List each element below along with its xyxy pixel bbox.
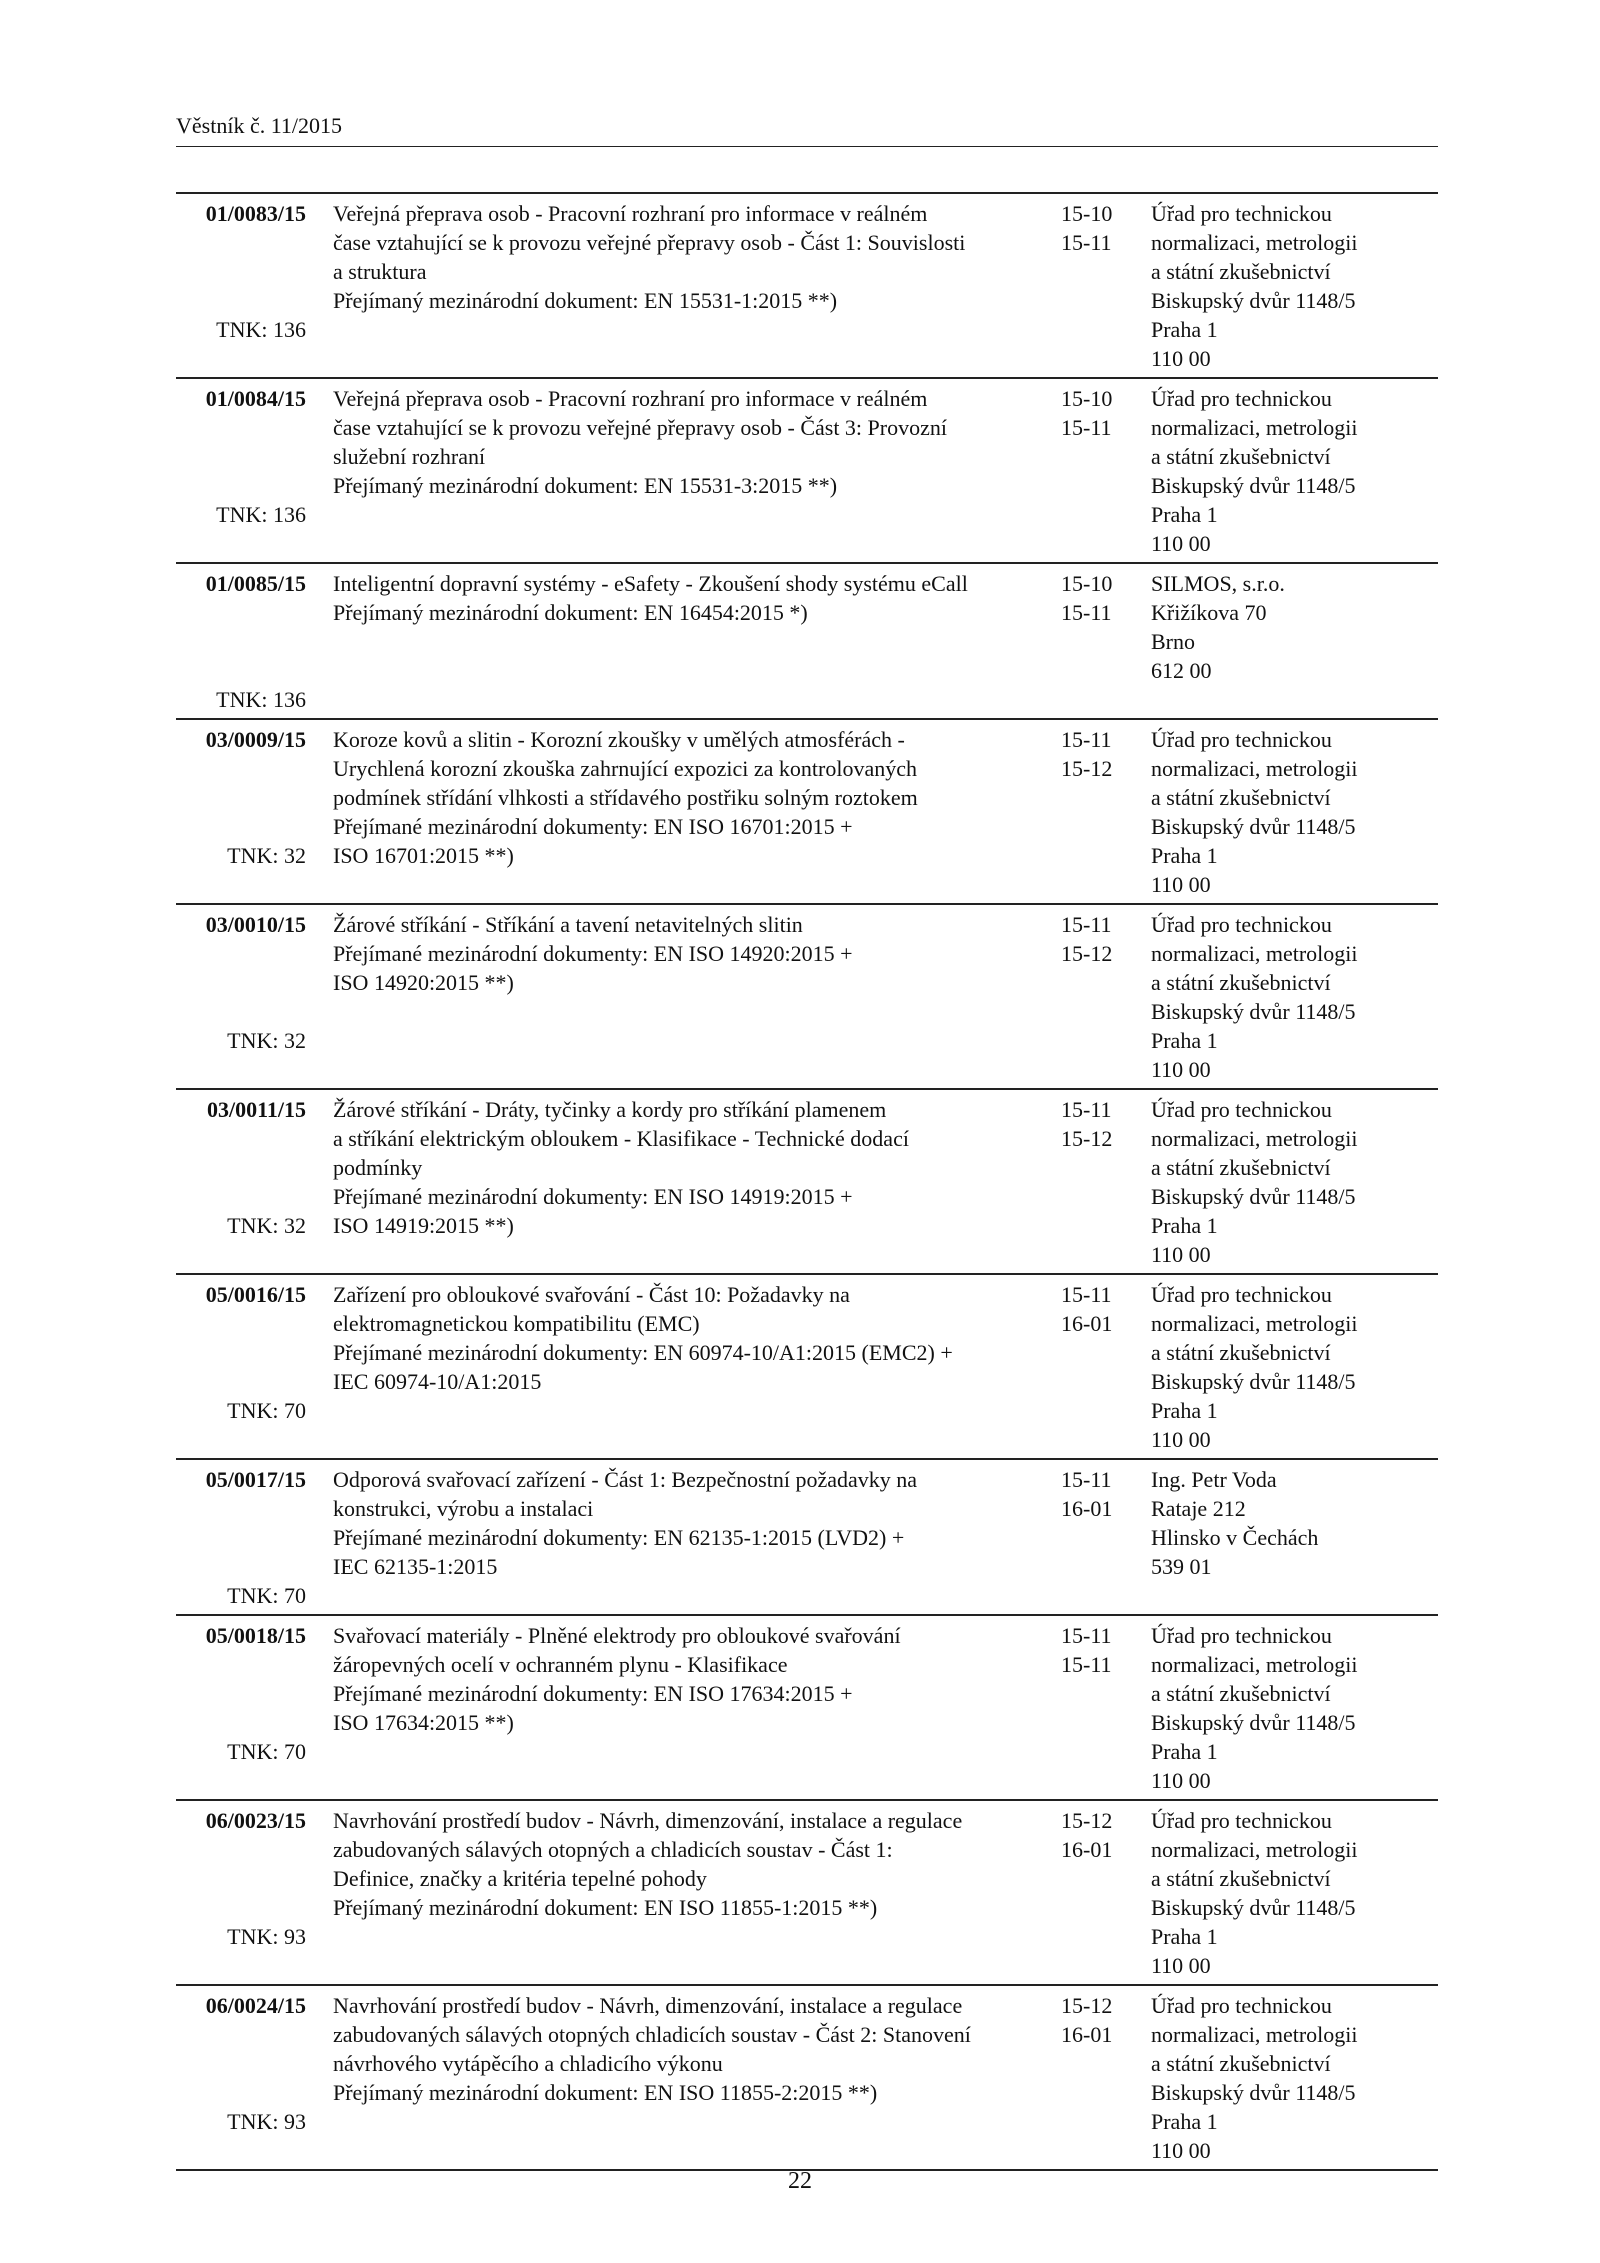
record-address-line: SILMOS, s.r.o. bbox=[1151, 571, 1285, 596]
record-title-line: konstrukci, výrobu a instalaci bbox=[333, 1496, 594, 1521]
record-dates bbox=[1061, 1621, 1131, 1679]
record-title-line: Urychlená korozní zkouška zahrnující expozici za kontrolovaných bbox=[333, 756, 917, 781]
record-address bbox=[1151, 1280, 1441, 1454]
record-address-line: 110 00 bbox=[1151, 531, 1211, 556]
record-address-line: Praha 1 bbox=[1151, 1739, 1218, 1764]
record-title-line: služební rozhraní bbox=[333, 444, 486, 469]
record-dates bbox=[1061, 1991, 1131, 2049]
record-dates bbox=[1061, 1095, 1131, 1153]
record-date: 15-12 bbox=[1061, 941, 1113, 966]
record-title-line: Přejímané mezinárodní dokumenty: EN ISO 14919:2015 + bbox=[333, 1184, 853, 1209]
record-address-line: Biskupský dvůr 1148/5 bbox=[1151, 1895, 1356, 1920]
record-address-line: 110 00 bbox=[1151, 1057, 1211, 1082]
record-tnk: TNK: 32 bbox=[227, 1028, 306, 1053]
record-title-line: ISO 17634:2015 **) bbox=[333, 1710, 514, 1735]
record-dates bbox=[1061, 199, 1131, 257]
record-title-line: podmínek střídání vlhkosti a střídavého postřiku solným roztokem bbox=[333, 785, 918, 810]
record-tnk: TNK: 136 bbox=[216, 317, 306, 342]
record-title-line: Přejímané mezinárodní dokumenty: EN ISO 16701:2015 + bbox=[333, 814, 853, 839]
record-address-line: Úřad pro technickou bbox=[1151, 386, 1332, 411]
table-row bbox=[176, 379, 1438, 564]
record-address-line: Brno bbox=[1151, 629, 1195, 654]
record-id: 01/0085/15 bbox=[205, 571, 306, 596]
record-address-line: Hlinsko v Čechách bbox=[1151, 1525, 1319, 1550]
page-number: 22 bbox=[788, 2168, 812, 2194]
record-title-line: a stříkání elektrickým obloukem - Klasifikace - Technické dodací bbox=[333, 1126, 909, 1151]
record-dates bbox=[1061, 1806, 1131, 1864]
record-tnk: TNK: 93 bbox=[227, 2109, 306, 2134]
record-date: 15-10 bbox=[1061, 386, 1113, 411]
record-tnk: TNK: 136 bbox=[216, 502, 306, 527]
record-address-line: Biskupský dvůr 1148/5 bbox=[1151, 1369, 1356, 1394]
record-title-line: Přejímaný mezinárodní dokument: EN 15531-3:2015 **) bbox=[333, 473, 838, 498]
record-title-line: Navrhování prostředí budov - Návrh, dimenzování, instalace a regulace bbox=[333, 1808, 963, 1833]
record-title bbox=[333, 1806, 1053, 1922]
record-date: 15-10 bbox=[1061, 201, 1113, 226]
record-id-column bbox=[176, 384, 306, 527]
table-row bbox=[176, 1090, 1438, 1275]
record-address bbox=[1151, 1991, 1441, 2165]
record-address-line: 539 01 bbox=[1151, 1554, 1212, 1579]
record-address bbox=[1151, 910, 1441, 1084]
record-dates bbox=[1061, 384, 1131, 442]
record-address-line: a státní zkušebnictví bbox=[1151, 1155, 1331, 1180]
record-title-line: Žárové stříkání - Dráty, tyčinky a kordy pro stříkání plamenem bbox=[333, 1097, 887, 1122]
record-address-line: Praha 1 bbox=[1151, 2109, 1218, 2134]
record-title bbox=[333, 569, 1053, 627]
record-id-column bbox=[176, 1621, 306, 1764]
record-date: 16-01 bbox=[1061, 1837, 1113, 1862]
record-id-column bbox=[176, 725, 306, 868]
record-tnk: TNK: 70 bbox=[227, 1583, 306, 1608]
record-address-line: Křižíkova 70 bbox=[1151, 600, 1267, 625]
record-address-line: Úřad pro technickou bbox=[1151, 1282, 1332, 1307]
record-id: 06/0024/15 bbox=[205, 1993, 306, 2018]
record-title-line: ISO 14919:2015 **) bbox=[333, 1213, 514, 1238]
record-address-line: Biskupský dvůr 1148/5 bbox=[1151, 288, 1356, 313]
table-row bbox=[176, 1801, 1438, 1986]
record-address bbox=[1151, 569, 1441, 685]
record-title-line: čase vztahující se k provozu veřejné přepravy osob - Část 3: Provozní bbox=[333, 415, 947, 440]
record-title bbox=[333, 1280, 1053, 1396]
record-title-line: Veřejná přeprava osob - Pracovní rozhraní pro informace v reálném bbox=[333, 386, 928, 411]
record-title-line: Přejímané mezinárodní dokumenty: EN ISO 17634:2015 + bbox=[333, 1681, 853, 1706]
record-address-line: a státní zkušebnictví bbox=[1151, 259, 1331, 284]
record-title-line: IEC 62135-1:2015 bbox=[333, 1554, 498, 1579]
record-address bbox=[1151, 1621, 1441, 1795]
record-address-line: Praha 1 bbox=[1151, 1924, 1218, 1949]
record-id-column bbox=[176, 1095, 306, 1238]
record-title-line: zabudovaných sálavých otopných chladicích soustav - Část 2: Stanovení bbox=[333, 2022, 971, 2047]
record-id-column bbox=[176, 199, 306, 342]
record-date: 15-11 bbox=[1061, 600, 1112, 625]
record-id-column bbox=[176, 569, 306, 712]
table-row bbox=[176, 905, 1438, 1090]
record-address bbox=[1151, 725, 1441, 899]
record-address-line: normalizaci, metrologii bbox=[1151, 756, 1358, 781]
record-address-line: Biskupský dvůr 1148/5 bbox=[1151, 473, 1356, 498]
record-address-line: normalizaci, metrologii bbox=[1151, 941, 1358, 966]
record-address bbox=[1151, 384, 1441, 558]
record-title bbox=[333, 1465, 1053, 1581]
record-address-line: Praha 1 bbox=[1151, 1213, 1218, 1238]
record-title bbox=[333, 1991, 1053, 2107]
record-address-line: a státní zkušebnictví bbox=[1151, 785, 1331, 810]
record-id-column bbox=[176, 1806, 306, 1949]
record-date: 15-11 bbox=[1061, 1652, 1112, 1677]
record-address-line: a státní zkušebnictví bbox=[1151, 444, 1331, 469]
record-id: 03/0011/15 bbox=[206, 1097, 306, 1122]
record-address-line: Biskupský dvůr 1148/5 bbox=[1151, 2080, 1356, 2105]
record-id: 06/0023/15 bbox=[205, 1808, 306, 1833]
record-title-line: Přejímané mezinárodní dokumenty: EN ISO 14920:2015 + bbox=[333, 941, 853, 966]
record-date: 15-11 bbox=[1061, 1282, 1112, 1307]
record-tnk: TNK: 32 bbox=[227, 843, 306, 868]
record-date: 15-11 bbox=[1061, 912, 1112, 937]
record-title-line: zabudovaných sálavých otopných a chladicích soustav - Část 1: bbox=[333, 1837, 893, 1862]
record-title-line: ISO 14920:2015 **) bbox=[333, 970, 514, 995]
record-title-line: Odporová svařovací zařízení - Část 1: Bezpečnostní požadavky na bbox=[333, 1467, 918, 1492]
table-row bbox=[176, 1616, 1438, 1801]
record-address-line: Biskupský dvůr 1148/5 bbox=[1151, 1710, 1356, 1735]
table-row bbox=[176, 1986, 1438, 2171]
table-row bbox=[176, 194, 1438, 379]
record-dates bbox=[1061, 725, 1131, 783]
record-address-line: normalizaci, metrologii bbox=[1151, 2022, 1358, 2047]
record-date: 15-11 bbox=[1061, 415, 1112, 440]
record-title-line: Zařízení pro obloukové svařování - Část 10: Požadavky na bbox=[333, 1282, 850, 1307]
record-address-line: Úřad pro technickou bbox=[1151, 1808, 1332, 1833]
record-title-line: Přejímaný mezinárodní dokument: EN 15531-1:2015 **) bbox=[333, 288, 838, 313]
record-date: 15-11 bbox=[1061, 1623, 1112, 1648]
record-address-line: normalizaci, metrologii bbox=[1151, 230, 1358, 255]
record-id: 05/0017/15 bbox=[205, 1467, 306, 1492]
record-address-line: Praha 1 bbox=[1151, 1398, 1218, 1423]
record-title bbox=[333, 384, 1053, 500]
record-tnk: TNK: 93 bbox=[227, 1924, 306, 1949]
record-title-line: a struktura bbox=[333, 259, 427, 284]
record-address-line: normalizaci, metrologii bbox=[1151, 1126, 1358, 1151]
record-tnk: TNK: 70 bbox=[227, 1739, 306, 1764]
record-id: 05/0016/15 bbox=[205, 1282, 306, 1307]
record-title-line: Přejímané mezinárodní dokumenty: EN 60974-10/A1:2015 (EMC2) + bbox=[333, 1340, 953, 1365]
record-address-line: Praha 1 bbox=[1151, 502, 1218, 527]
record-date: 15-11 bbox=[1061, 727, 1112, 752]
record-address-line: normalizaci, metrologii bbox=[1151, 415, 1358, 440]
record-id-column bbox=[176, 1991, 306, 2134]
record-title-line: Přejímané mezinárodní dokumenty: EN 62135-1:2015 (LVD2) + bbox=[333, 1525, 905, 1550]
table-row bbox=[176, 1275, 1438, 1460]
record-title-line: žáropevných ocelí v ochranném plynu - Klasifikace bbox=[333, 1652, 788, 1677]
record-address bbox=[1151, 199, 1441, 373]
record-address-line: 612 00 bbox=[1151, 658, 1212, 683]
record-title-line: podmínky bbox=[333, 1155, 423, 1180]
table-row bbox=[176, 564, 1438, 720]
record-id: 03/0009/15 bbox=[205, 727, 306, 752]
record-title bbox=[333, 199, 1053, 315]
page-header bbox=[176, 112, 1438, 147]
record-address-line: 110 00 bbox=[1151, 2138, 1211, 2163]
record-address-line: Rataje 212 bbox=[1151, 1496, 1246, 1521]
record-address-line: Biskupský dvůr 1148/5 bbox=[1151, 999, 1356, 1024]
record-id: 05/0018/15 bbox=[205, 1623, 306, 1648]
record-id: 03/0010/15 bbox=[205, 912, 306, 937]
record-address-line: Úřad pro technickou bbox=[1151, 1993, 1332, 2018]
record-title-line: návrhového vytápěcího a chladicího výkonu bbox=[333, 2051, 723, 2076]
record-address-line: normalizaci, metrologii bbox=[1151, 1837, 1358, 1862]
record-title-line: Inteligentní dopravní systémy - eSafety - Zkoušení shody systému eCall bbox=[333, 571, 968, 596]
record-date: 15-12 bbox=[1061, 1808, 1113, 1833]
table-row bbox=[176, 720, 1438, 905]
record-tnk: TNK: 32 bbox=[227, 1213, 306, 1238]
record-address-line: Ing. Petr Voda bbox=[1151, 1467, 1277, 1492]
record-title-line: Veřejná přeprava osob - Pracovní rozhraní pro informace v reálném bbox=[333, 201, 928, 226]
record-address-line: 110 00 bbox=[1151, 872, 1211, 897]
page-title: Věstník č. 11/2015 bbox=[176, 113, 342, 138]
record-address-line: 110 00 bbox=[1151, 1427, 1211, 1452]
record-title bbox=[333, 1095, 1053, 1240]
record-address-line: a státní zkušebnictví bbox=[1151, 1681, 1331, 1706]
record-date: 16-01 bbox=[1061, 1311, 1113, 1336]
record-address-line: 110 00 bbox=[1151, 1768, 1211, 1793]
record-date: 15-10 bbox=[1061, 571, 1113, 596]
record-address-line: Úřad pro technickou bbox=[1151, 1623, 1332, 1648]
record-title-line: Svařovací materiály - Plněné elektrody pro obloukové svařování bbox=[333, 1623, 901, 1648]
record-id-column bbox=[176, 1280, 306, 1423]
record-title bbox=[333, 910, 1053, 997]
record-address bbox=[1151, 1465, 1441, 1581]
record-id: 01/0083/15 bbox=[205, 201, 306, 226]
record-address bbox=[1151, 1806, 1441, 1980]
record-address-line: Biskupský dvůr 1148/5 bbox=[1151, 814, 1356, 839]
table-row bbox=[176, 1460, 1438, 1616]
record-date: 16-01 bbox=[1061, 1496, 1113, 1521]
record-dates bbox=[1061, 1280, 1131, 1338]
record-title-line: elektromagnetickou kompatibilitu (EMC) bbox=[333, 1311, 700, 1336]
record-address-line: 110 00 bbox=[1151, 1953, 1211, 1978]
record-date: 15-11 bbox=[1061, 1467, 1112, 1492]
record-title-line: Koroze kovů a slitin - Korozní zkoušky v umělých atmosférách - bbox=[333, 727, 905, 752]
record-title bbox=[333, 725, 1053, 870]
record-date: 15-12 bbox=[1061, 1993, 1113, 2018]
record-address-line: a státní zkušebnictví bbox=[1151, 970, 1331, 995]
record-dates bbox=[1061, 569, 1131, 627]
record-title-line: Žárové stříkání - Stříkání a tavení netavitelných slitin bbox=[333, 912, 803, 937]
record-address-line: 110 00 bbox=[1151, 1242, 1211, 1267]
record-title bbox=[333, 1621, 1053, 1737]
record-address-line: Praha 1 bbox=[1151, 843, 1218, 868]
record-date: 15-11 bbox=[1061, 230, 1112, 255]
record-title-line: ISO 16701:2015 **) bbox=[333, 843, 514, 868]
record-address-line: Úřad pro technickou bbox=[1151, 727, 1332, 752]
record-date: 15-12 bbox=[1061, 1126, 1113, 1151]
record-address-line: normalizaci, metrologii bbox=[1151, 1652, 1358, 1677]
record-tnk: TNK: 136 bbox=[216, 687, 306, 712]
record-title-line: IEC 60974-10/A1:2015 bbox=[333, 1369, 542, 1394]
record-date: 16-01 bbox=[1061, 2022, 1113, 2047]
record-address-line: normalizaci, metrologii bbox=[1151, 1311, 1358, 1336]
record-address-line: Úřad pro technickou bbox=[1151, 201, 1332, 226]
record-title-line: Definice, značky a kritéria tepelné pohody bbox=[333, 1866, 707, 1891]
record-address-line: Úřad pro technickou bbox=[1151, 1097, 1332, 1122]
record-tnk: TNK: 70 bbox=[227, 1398, 306, 1423]
record-address-line: Úřad pro technickou bbox=[1151, 912, 1332, 937]
record-address bbox=[1151, 1095, 1441, 1269]
record-title-line: Přejímaný mezinárodní dokument: EN ISO 11855-1:2015 **) bbox=[333, 1895, 878, 1920]
record-title-line: Přejímaný mezinárodní dokument: EN 16454:2015 *) bbox=[333, 600, 808, 625]
record-address-line: a státní zkušebnictví bbox=[1151, 1340, 1331, 1365]
record-title-line: čase vztahující se k provozu veřejné přepravy osob - Část 1: Souvislosti bbox=[333, 230, 966, 255]
record-id: 01/0084/15 bbox=[205, 386, 306, 411]
record-date: 15-11 bbox=[1061, 1097, 1112, 1122]
record-address-line: Biskupský dvůr 1148/5 bbox=[1151, 1184, 1356, 1209]
record-id-column bbox=[176, 1465, 306, 1608]
record-title-line: Navrhování prostředí budov - Návrh, dimenzování, instalace a regulace bbox=[333, 1993, 963, 2018]
record-date: 15-12 bbox=[1061, 756, 1113, 781]
record-address-line: 110 00 bbox=[1151, 346, 1211, 371]
record-dates bbox=[1061, 910, 1131, 968]
records-table bbox=[176, 192, 1438, 2171]
record-address-line: a státní zkušebnictví bbox=[1151, 1866, 1331, 1891]
record-address-line: a státní zkušebnictví bbox=[1151, 2051, 1331, 2076]
record-address-line: Praha 1 bbox=[1151, 1028, 1218, 1053]
record-dates bbox=[1061, 1465, 1131, 1523]
record-id-column bbox=[176, 910, 306, 1053]
record-address-line: Praha 1 bbox=[1151, 317, 1218, 342]
record-title-line: Přejímaný mezinárodní dokument: EN ISO 11855-2:2015 **) bbox=[333, 2080, 878, 2105]
